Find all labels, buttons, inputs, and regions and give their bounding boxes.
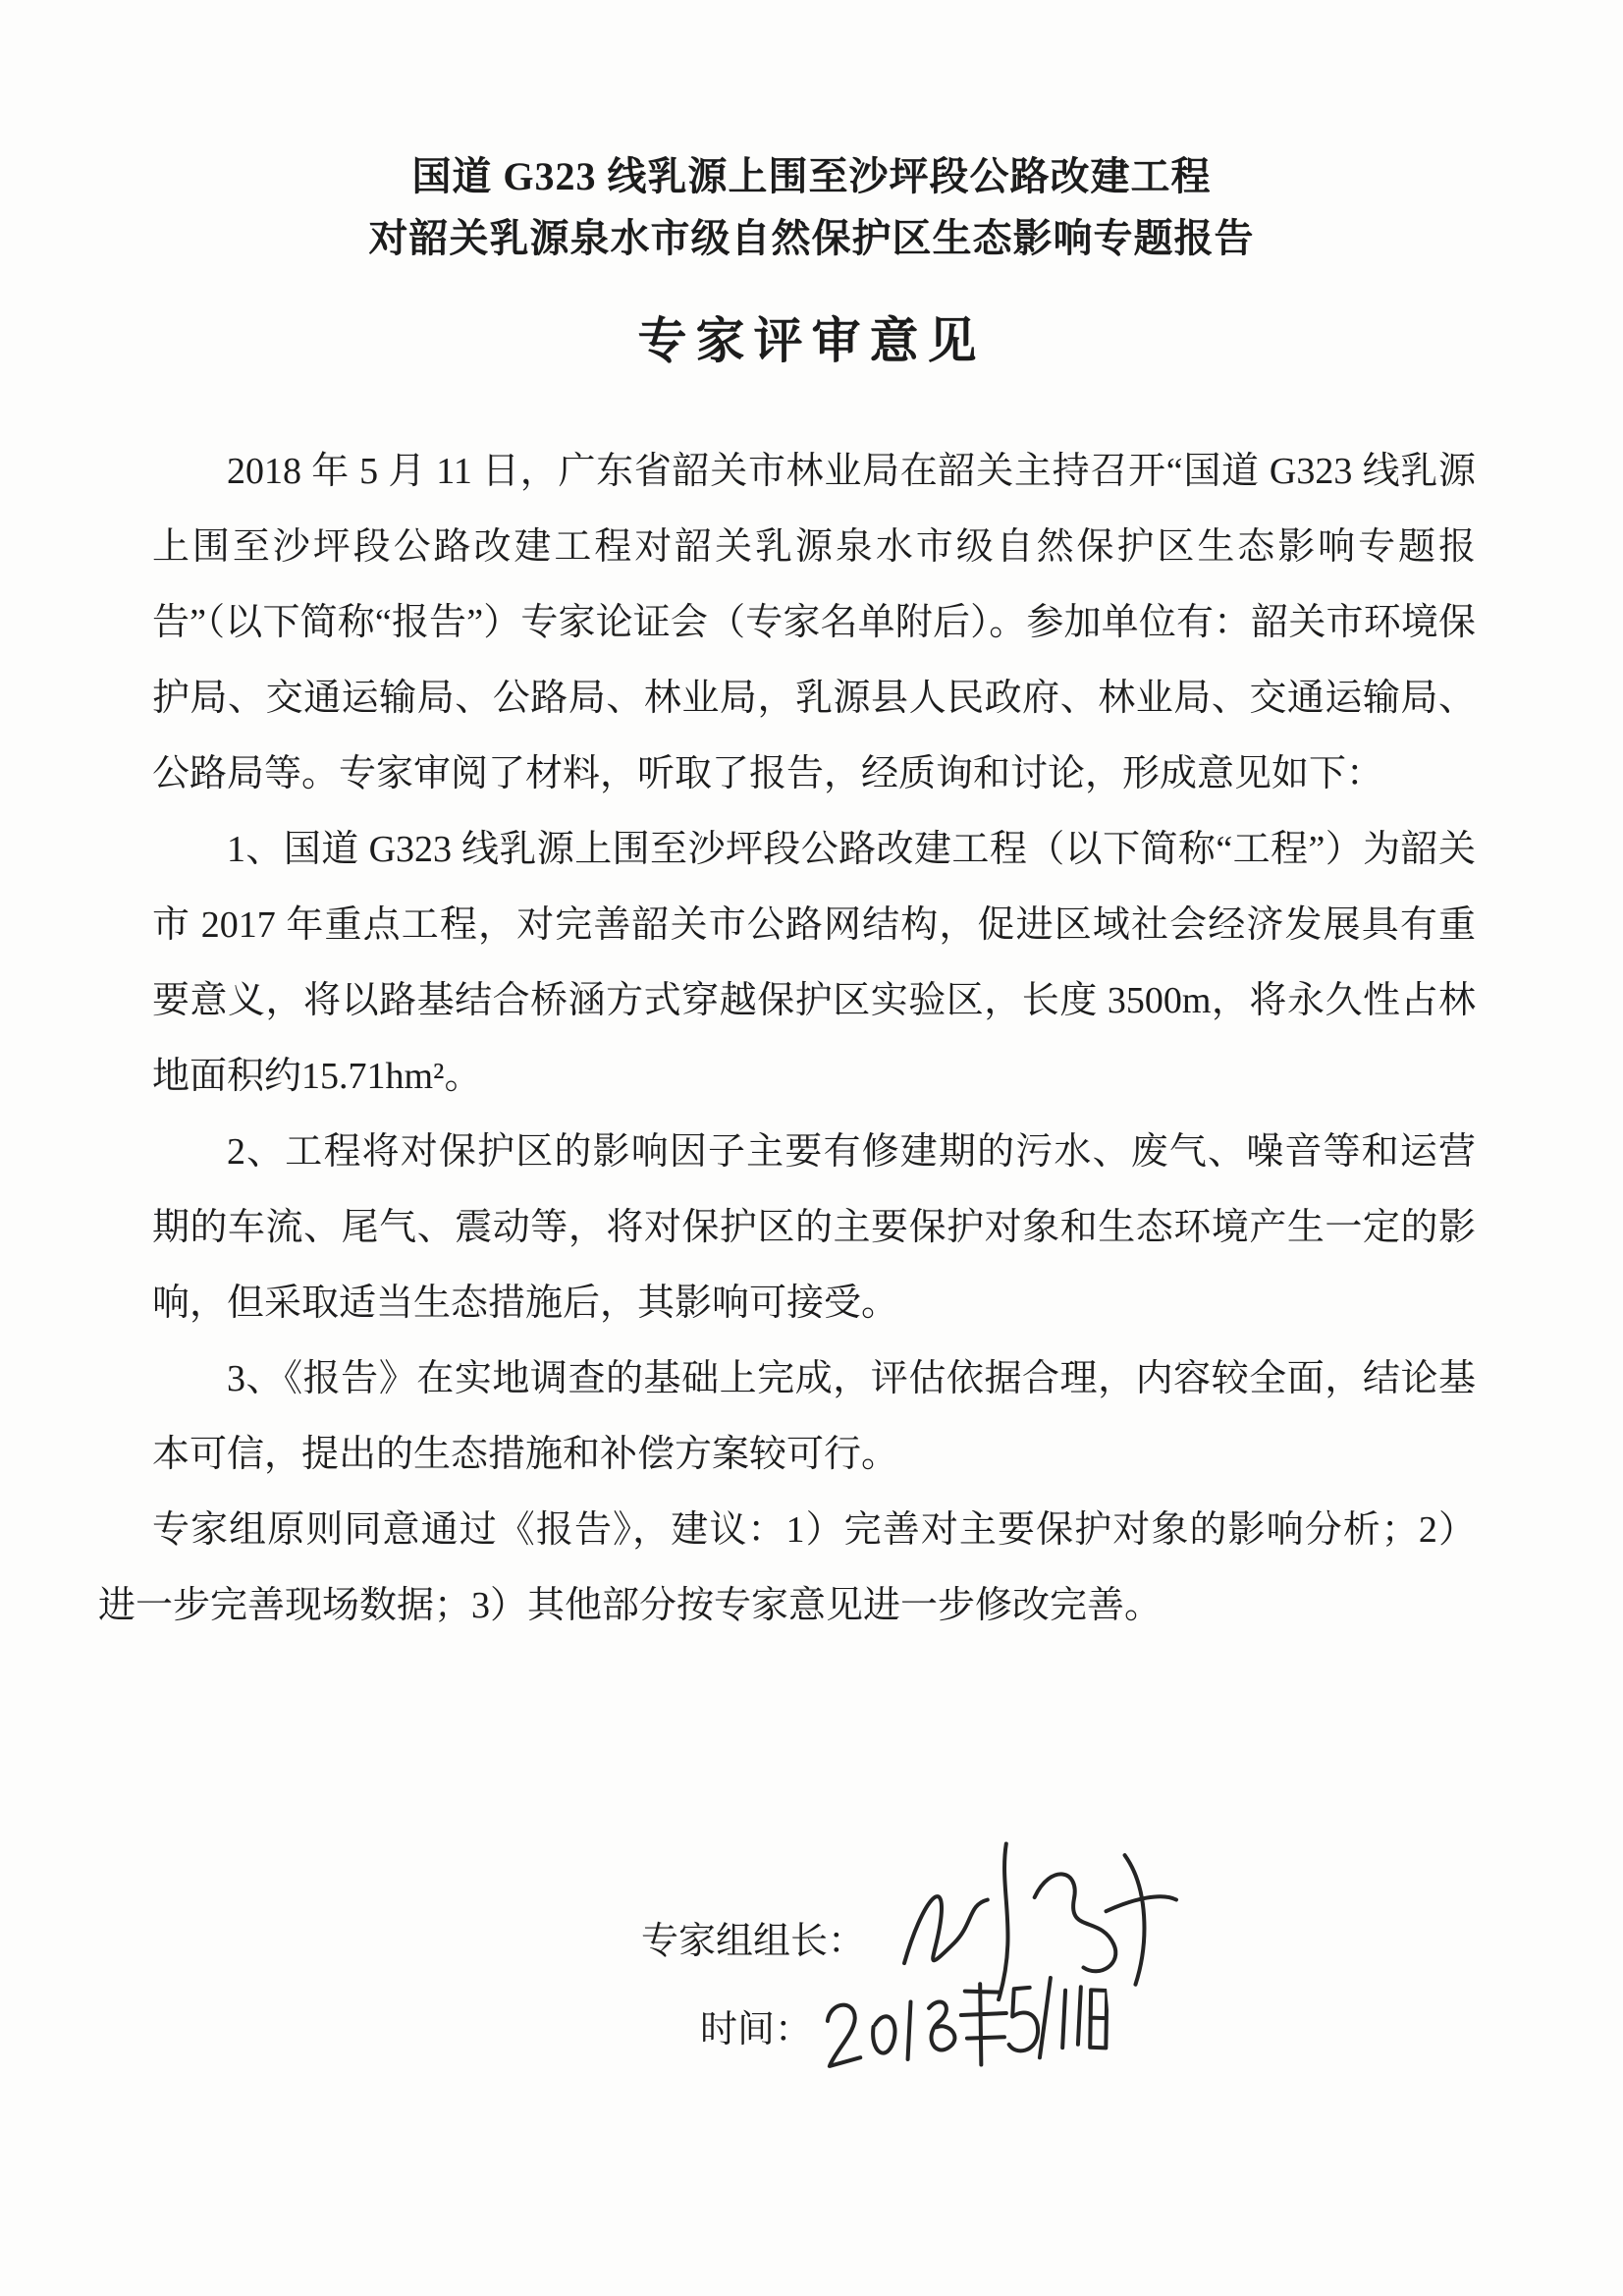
document-title-line-1: 国道 G323 线乳源上围至沙坪段公路改建工程 (411, 154, 1212, 198)
paragraph-conclusion: 专家组原则同意通过《报告》，建议：1）完善对主要保护对象的影响分析；2）进一步完善现场数据；3）其他部分按专家意见进一步修改完善。 (98, 1509, 1476, 1626)
handwritten-date (810, 1951, 1114, 2105)
document-title-line-2: 对韶关乳源泉水市级自然保护区生态影响专题报告 (368, 216, 1255, 260)
signature-leader-label: 专家组组长： (641, 1921, 866, 1962)
handwritten-signature (884, 1821, 1188, 2022)
document-heading: 专家评审意见 (637, 313, 986, 368)
document-body (0, 434, 1623, 1644)
signature-time-label: 时间： (700, 2009, 813, 2050)
paragraph-item-1: 1、国道 G323 线乳源上围至沙坪段公路改建工程（以下简称“工程”）为韶关市 2017 年重点工程，对完善韶关市公路网结构，促进区域社会经济发展具有重要意义，将以路基结合桥涵方式穿越保护区实验区，长度 3500m，将永久性占林地面积约15.71hm²。 (152, 829, 1476, 1097)
paragraph-intro: 2018 年 5 月 11 日，广东省韶关市林业局在韶关主持召开“国道 G323 线乳源上围至沙坪段公路改建工程对韶关乳源泉水市级自然保护区生态影响专题报告”（以下简称“报告”）专家论证会（专家名单附后）。参加单位有：韶关市环境保护局、交通运输局、公路局、林业局，乳源县人民政府、林业局、交通运输局、公路局等。专家审阅了材料，听取了报告，经质询和讨论，形成意见如下： (152, 451, 1476, 794)
paragraph-item-2: 2、工程将对保护区的影响因子主要有修建期的污水、废气、噪音等和运营期的车流、尾气、震动等，将对保护区的主要保护对象和生态环境产生一定的影响，但采取适当生态措施后，其影响可接受。 (152, 1131, 1476, 1324)
paragraph-item-3: 3、《报告》在实地调查的基础上完成，评估依据合理，内容较全面，结论基本可信，提出的生态措施和补偿方案较可行。 (152, 1358, 1476, 1475)
